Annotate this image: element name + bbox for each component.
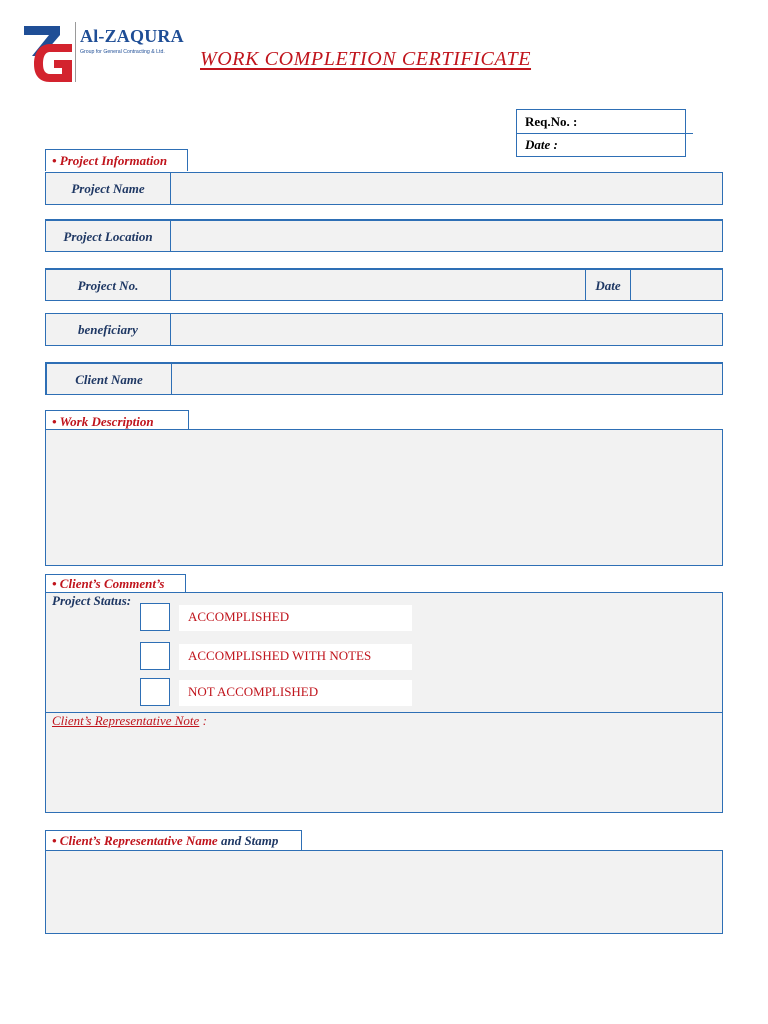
document-title: WORK COMPLETION CERTIFICATE — [200, 48, 532, 70]
not-accomplished-checkbox[interactable] — [140, 678, 170, 706]
rep-note-label — [52, 713, 207, 729]
project-name-row[interactable] — [45, 172, 723, 205]
accomplished-option: ACCOMPLISHED — [179, 605, 412, 631]
logo-divider — [75, 22, 76, 82]
company-logo-mark — [22, 22, 74, 82]
section-work-description: • Work Description — [45, 410, 189, 432]
project-location-label: Project Location — [46, 221, 171, 251]
request-box — [516, 109, 686, 157]
company-subtitle: Group for General Contracting & Ltd. — [80, 49, 165, 55]
section-rep-name-stamp — [45, 830, 302, 851]
work-description-area[interactable] — [45, 429, 723, 566]
section-clients-comments: • Client’s Comment’s — [45, 574, 186, 593]
project-no-label: Project No. — [46, 270, 171, 300]
rep-name-stamp-navy: and Stamp — [217, 833, 279, 848]
section-project-information: • Project Information — [45, 149, 188, 171]
project-status-label: Project Status: — [52, 593, 132, 608]
client-name-row[interactable] — [45, 362, 723, 395]
accomplished-with-notes-option: ACCOMPLISHED WITH NOTES — [179, 644, 412, 670]
rep-note-label-suffix: : — [199, 713, 207, 728]
project-location-row[interactable] — [45, 219, 723, 252]
project-date-label: Date — [585, 270, 631, 300]
client-name-label: Client Name — [47, 364, 172, 394]
req-date-field[interactable]: Date : — [525, 137, 558, 152]
rep-name-stamp-red: • Client’s Representative Name — [52, 833, 218, 848]
project-no-row[interactable] — [45, 268, 723, 301]
company-name: Al-ZAQURA — [80, 26, 184, 46]
project-name-label: Project Name — [46, 173, 171, 204]
accomplished-with-notes-checkbox[interactable] — [140, 642, 170, 670]
not-accomplished-option: NOT ACCOMPLISHED — [179, 680, 412, 706]
beneficiary-label: beneficiary — [46, 314, 171, 345]
rep-note-label-text: Client’s Representative Note — [52, 713, 200, 728]
accomplished-checkbox[interactable] — [140, 603, 170, 631]
beneficiary-row[interactable] — [45, 313, 723, 346]
req-no-field[interactable]: Req.No. : — [517, 110, 693, 134]
rep-name-stamp-area[interactable] — [45, 850, 723, 934]
